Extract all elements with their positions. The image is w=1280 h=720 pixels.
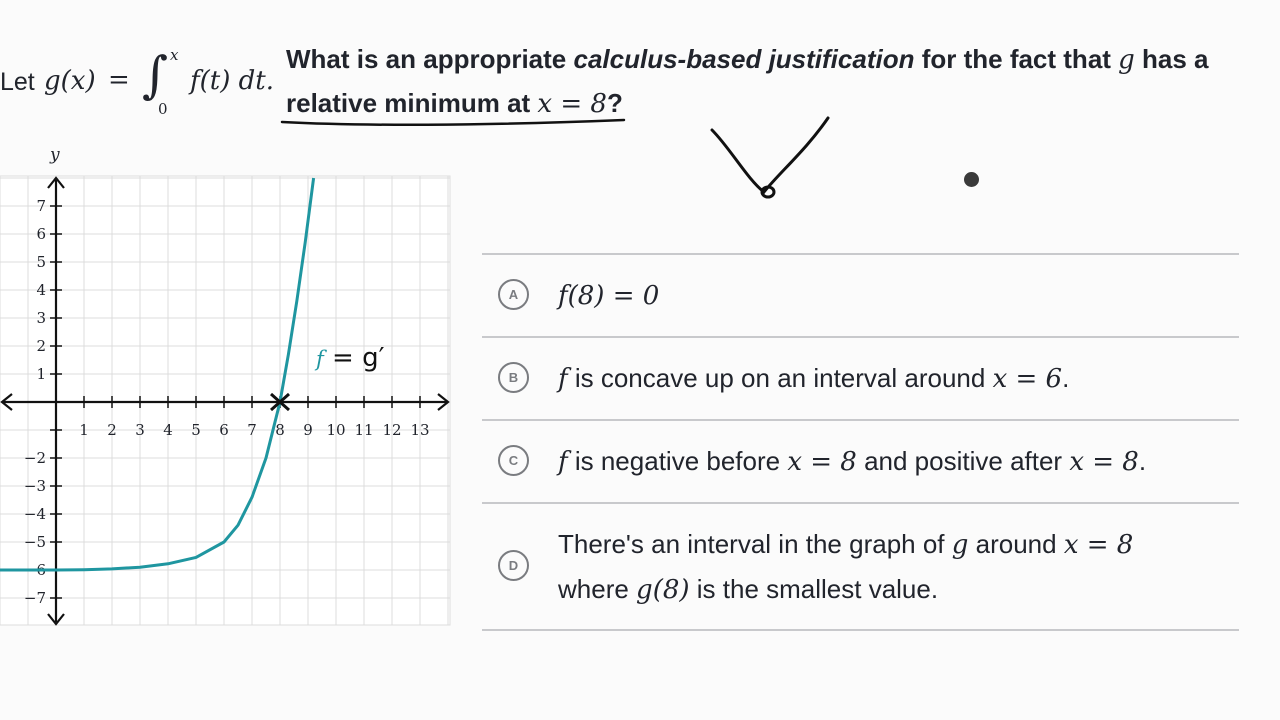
underline-scribble <box>278 114 638 128</box>
y-tick-label: 2 <box>36 337 46 355</box>
y-tick-label: 3 <box>36 309 46 327</box>
grid-lines <box>0 176 450 625</box>
math-expression: x = 6 <box>992 364 1063 394</box>
math-expression: x = 8 <box>787 447 857 477</box>
question-header <box>0 40 1280 130</box>
y-tick-label: −4 <box>23 505 46 523</box>
math-expression: g(8) <box>636 575 690 605</box>
x-tick-label: 8 <box>275 421 285 439</box>
choice-d-badge[interactable]: D <box>498 550 529 581</box>
graph-annotation <box>314 343 385 373</box>
y-tick-label: 5 <box>36 253 46 271</box>
y-tick-label: 4 <box>36 281 46 299</box>
choice-text-segment: . <box>1138 446 1147 476</box>
choice-text-segment: and positive after <box>856 446 1070 476</box>
math-expression: f <box>558 364 568 394</box>
question-text: for the fact that <box>914 44 1119 74</box>
question-emphasis: calculus-based justification <box>573 44 915 74</box>
x-tick-label: 2 <box>107 421 117 439</box>
question-text: relative minimum at <box>286 88 538 118</box>
choice-a-badge[interactable]: A <box>498 279 529 310</box>
choice-text-segment: around <box>968 529 1064 559</box>
y-tick-label: −7 <box>23 589 46 607</box>
x-tick-label: 3 <box>135 421 145 439</box>
annotation-f: f <box>316 347 324 371</box>
x-tick-label: 6 <box>219 421 229 439</box>
question-line-1 <box>286 44 1209 75</box>
choice-text-segment: . <box>1062 363 1070 393</box>
annotation-rest: = g′ <box>323 343 385 373</box>
y-tick-label: 7 <box>36 197 46 215</box>
integrand: f(t) dt. <box>190 66 274 96</box>
x-tick-label: 11 <box>354 421 374 439</box>
y-axis-label: y <box>50 145 60 165</box>
choice-d[interactable] <box>482 502 1239 631</box>
x-tick-label: 10 <box>326 421 346 439</box>
y-tick-label: −3 <box>23 477 46 495</box>
math-expression: f <box>558 447 568 477</box>
question-let: Let <box>0 68 35 96</box>
question-math: x = 8 <box>537 89 607 119</box>
math-expression: f(8) = 0 <box>558 281 660 311</box>
x-tick-label: 5 <box>191 421 201 439</box>
answer-choices <box>482 253 1239 631</box>
y-tick-label: 1 <box>36 365 46 383</box>
x-tick-label: 4 <box>163 421 173 439</box>
choice-b[interactable] <box>482 336 1239 419</box>
math-expression: x = 8 <box>1069 447 1139 477</box>
choice-text-segment: is negative before <box>567 446 788 476</box>
choice-d-line-2 <box>558 567 1133 612</box>
y-tick-label: −5 <box>23 533 46 551</box>
y-tick-label: −6 <box>23 561 46 579</box>
x-tick-label: 12 <box>382 421 402 439</box>
choice-b-badge[interactable]: B <box>498 362 529 393</box>
choice-a[interactable] <box>482 253 1239 336</box>
question-text: has a <box>1134 44 1209 74</box>
function-graph <box>0 140 460 630</box>
x-tick-label: 9 <box>303 421 313 439</box>
integral-upper-limit: x <box>170 46 179 64</box>
choice-text-segment: is concave up on an interval around <box>567 363 993 393</box>
x-tick-label: 13 <box>410 421 430 439</box>
integral-sign: ∫ <box>142 46 169 104</box>
x-tick-label: 1 <box>79 421 89 439</box>
plot-area <box>0 176 450 625</box>
integral-lower-limit: 0 <box>158 100 168 118</box>
question-var: g <box>1118 45 1135 75</box>
math-expression: g <box>951 530 969 560</box>
question-equals: = <box>108 65 130 95</box>
v-shape-scribble <box>700 110 840 210</box>
math-expression: x = 8 <box>1063 530 1134 560</box>
choice-text-segment: is the smallest value. <box>689 574 939 604</box>
choice-c-text <box>558 439 1146 484</box>
choice-b-text <box>558 356 1069 401</box>
choice-text-segment: where <box>558 574 637 604</box>
x-tick-label: 7 <box>247 421 257 439</box>
question-g-of-x: g(x) <box>44 66 96 96</box>
choice-c-badge[interactable]: C <box>498 445 529 476</box>
y-tick-label: −2 <box>23 449 46 467</box>
choice-text-segment: There's an interval in the graph of <box>558 529 952 559</box>
question-text: ? <box>606 88 623 118</box>
y-tick-label: 6 <box>36 225 46 243</box>
question-text: What is an appropriate <box>286 44 574 74</box>
dot-marker <box>964 172 979 187</box>
choice-d-text <box>558 522 1133 612</box>
choice-d-line-1 <box>558 522 1133 567</box>
choice-a-text <box>558 273 659 318</box>
choice-c[interactable] <box>482 419 1239 502</box>
